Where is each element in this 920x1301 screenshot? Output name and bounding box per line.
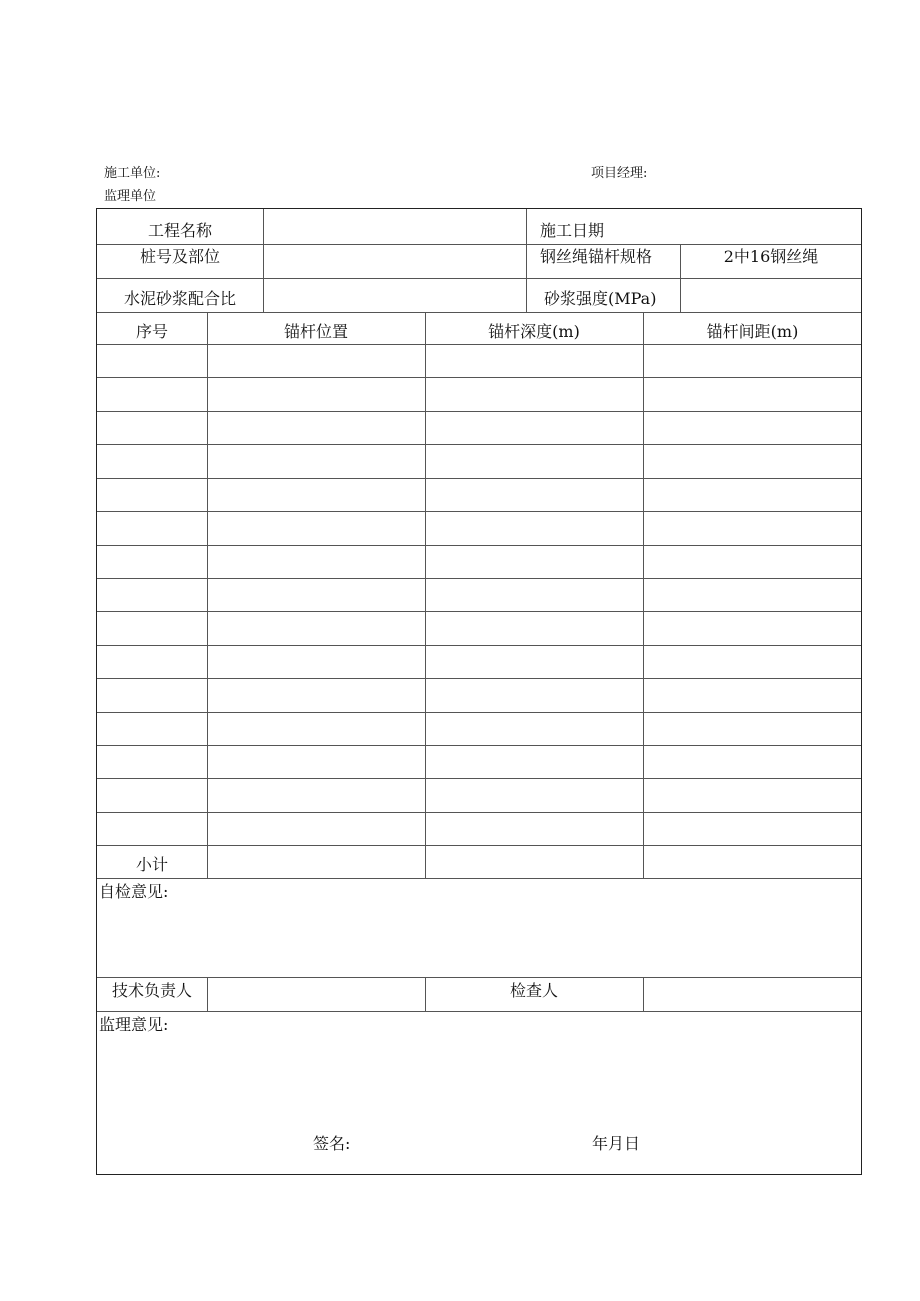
row-divider (97, 778, 861, 779)
mortar-mix-label: 水泥砂浆配合比 (123, 289, 236, 308)
row-divider (97, 511, 861, 512)
row-divider (97, 377, 861, 378)
row-divider (97, 478, 861, 479)
supervision-unit-label: 监理单位 (104, 189, 157, 204)
signature-label: 签名: (313, 1134, 351, 1153)
column-divider (643, 977, 644, 1011)
tech-lead-label: 技术负责人 (111, 981, 192, 1000)
column-header-number: 序号 (135, 322, 168, 341)
column-divider (263, 209, 264, 312)
row-divider (97, 344, 861, 345)
row-divider (97, 712, 861, 713)
row-divider (97, 878, 861, 879)
supervision-opinion-label: 监理意见: (99, 1015, 169, 1034)
subtotal-label: 小计 (135, 855, 168, 874)
column-header-anchor-depth: 锚杆深度(m) (488, 322, 580, 341)
inspector-label: 检查人 (509, 981, 558, 1000)
project-manager-label: 项目经理: (591, 166, 648, 181)
row-divider (97, 278, 861, 279)
row-divider (97, 244, 861, 245)
row-divider (97, 411, 861, 412)
row-divider (97, 812, 861, 813)
column-divider (526, 209, 527, 312)
row-divider (97, 312, 861, 313)
self-check-label: 自检意见: (99, 882, 169, 901)
project-name-label: 工程名称 (147, 221, 212, 240)
anchor-inspection-form (96, 208, 862, 1175)
column-header-anchor-position: 锚杆位置 (283, 322, 348, 341)
column-divider (643, 312, 644, 878)
column-header-anchor-spacing: 锚杆间距(m) (706, 322, 799, 341)
column-divider (425, 312, 426, 878)
row-divider (97, 678, 861, 679)
construction-date-label: 施工日期 (540, 221, 605, 240)
row-divider (97, 745, 861, 746)
row-divider (97, 1011, 861, 1012)
row-divider (97, 545, 861, 546)
row-divider (97, 578, 861, 579)
row-divider (97, 977, 861, 978)
row-divider (97, 611, 861, 612)
row-divider (97, 645, 861, 646)
anchor-spec-label: 钢丝绳锚杆规格 (540, 247, 653, 266)
column-divider (207, 977, 208, 1011)
column-divider (207, 312, 208, 878)
anchor-spec-value: 2中16钢丝绳 (723, 247, 819, 266)
row-divider (97, 845, 861, 846)
stake-location-label: 桩号及部位 (139, 247, 220, 266)
date-label: 年月日 (592, 1134, 641, 1153)
construction-unit-label: 施工单位: (104, 166, 161, 181)
mortar-strength-label: 砂浆强度(MPa) (544, 289, 657, 308)
row-divider (97, 444, 861, 445)
